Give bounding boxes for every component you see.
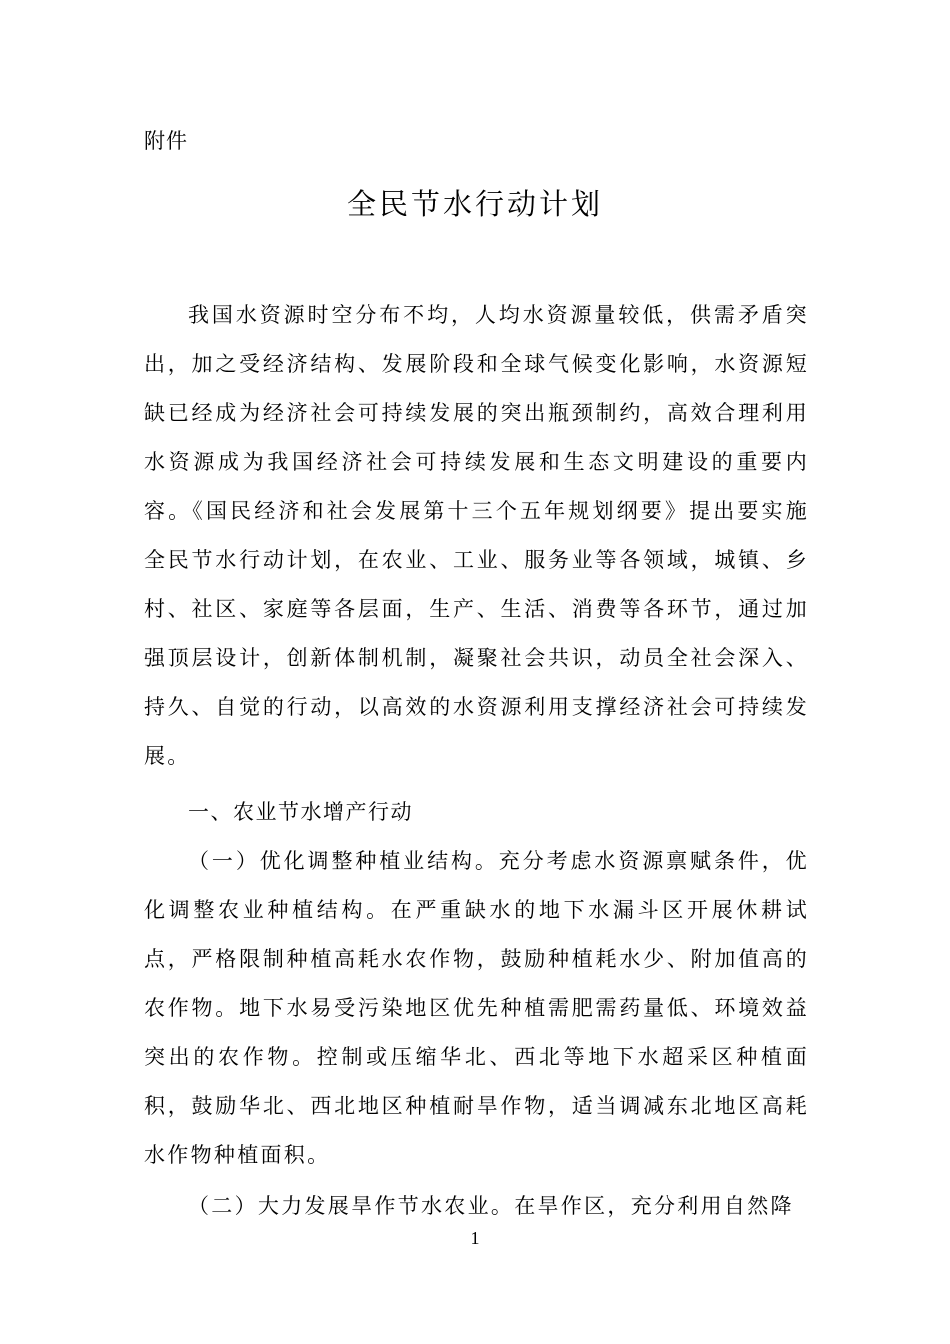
document-title: 全民节水行动计划 xyxy=(346,187,603,221)
page-number: 1 xyxy=(470,1228,480,1248)
section-paragraph-1: （一）优化调整种植业结构。充分考虑水资源禀赋条件，优化调整农业种植结构。在严重缺水的地下水漏斗区开展休耕试点，严格限制种植高耗水农作物，鼓励种植耗水少、附加值高的农作物。地下水易受污染地区优先种植需肥需药量低、环境效益突出的农作物。控制或压缩华北、西北等地下水超采区种植面积，鼓励华北、西北地区种植耐旱作物，适当调减东北地区高耗水作物种植面积。 xyxy=(144,849,809,1167)
intro-paragraph: 我国水资源时空分布不均，人均水资源量较低，供需矛盾突出，加之受经济结构、发展阶段和全球气候变化影响，水资源短缺已经成为经济社会可持续发展的突出瓶颈制约，高效合理利用水资源成为我国经济社会可持续发展和生态文明建设的重要内容。《国民经济和社会发展第十三个五年规划纲要》提出要实施全民节水行动计划，在农业、工业、服务业等各领域，城镇、乡村、社区、家庭等各层面，生产、生活、消费等各环节，通过加强顶层设计，创新体制机制，凝聚社会共识，动员全社会深入、持久、自觉的行动，以高效的水资源利用支撑经济社会可持续发展。 xyxy=(144,303,809,768)
attachment-label: 附件 xyxy=(144,129,188,153)
section-heading-agriculture: 一、农业节水增产行动 xyxy=(188,800,413,824)
section-paragraph-2: （二）大力发展旱作节水农业。在旱作区，充分利用自然降 xyxy=(188,1194,794,1218)
